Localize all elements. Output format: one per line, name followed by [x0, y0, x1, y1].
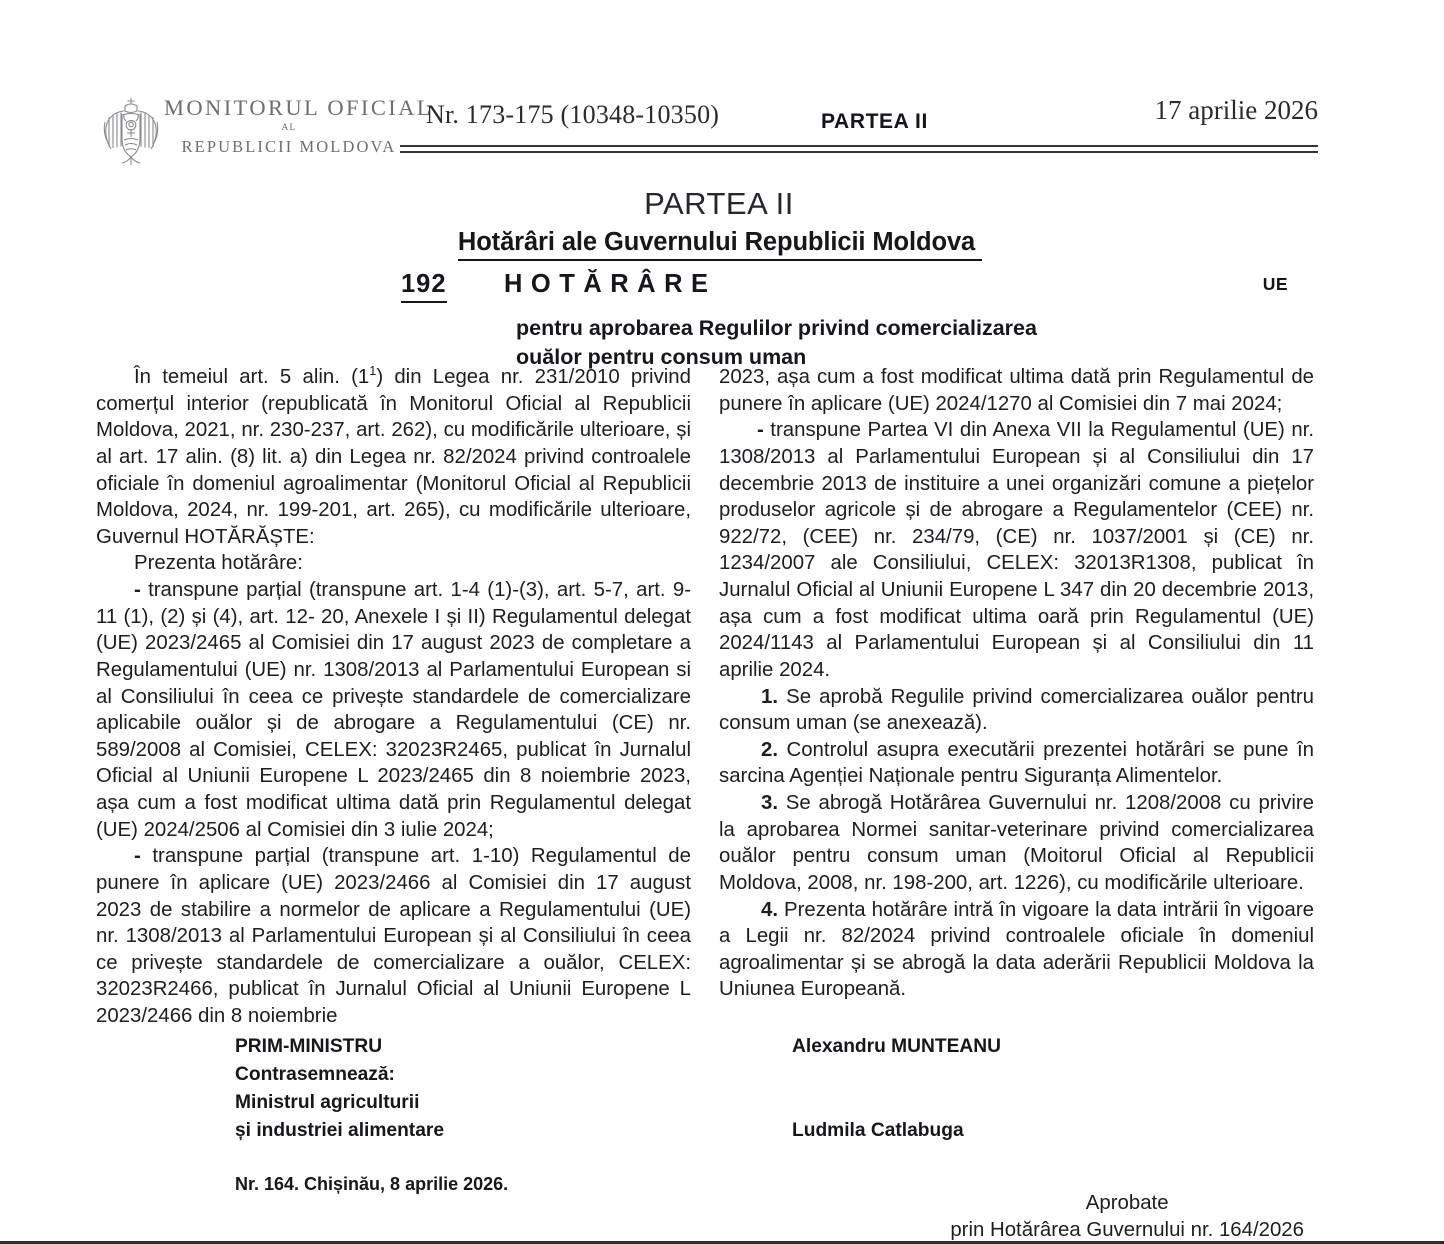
- minister-name: Ludmila Catlabuga: [792, 1120, 964, 1141]
- prime-minister-role: PRIM-MINISTRU: [235, 1036, 383, 1057]
- paragraph-transposition-2-text: transpune parțial (transpune art. 1-10) Regulamentul de punere în aplicare (UE) 2023/2466 al Comisiei din 17 august 2023 de stabilire a normelor de aplicare a Regulamentului (UE) nr. 1308/2013 al Parlamentului European și al Consiliului în ceea ce privește standardele de comercializare a ouălor, CELEX: 32023R2466, publicat în Jurnalul Oficial al Uniunii Europene L 2023/2466 din 8 noiembrie: [96, 845, 691, 1027]
- publication-name-line1: MONITORUL OFICIAL: [164, 95, 433, 120]
- paragraph-transposition-3-text: transpune Partea VI din Anexa VII la Regulamentul (UE) nr. 1308/2013 al Parlamentului European și al Consiliului din 17 decembrie 2013 de instituire a unei organizări comune a piețelor produselor agricole și de abrogare a Regulamentelor (CEE) nr. 922/72, (CEE) nr. 234/79, (CE) nr. 1037/2001 și (CE) nr. 1234/2007 ale Consiliului, CELEX: 32013R1308, publicat în Jurnalul Oficial al Uniunii Europene L 347 din 20 decembrie 2013, așa cum a fost modificat ultima oară prin Regulamentul (UE) 2024/1143 al Parlamentului European și al Consiliului din 11 aprilie 2024.: [719, 419, 1314, 681]
- numbered-item-3-text: Se abrogă Hotărârea Guvernului nr. 1208/2008 cu privire la aprobarea Normei sanitar-veterinare privind comercializarea ouălor pentru consum uman (Moitorul Oficial al Republicii Moldova, 2008, nr. 198-200, art. 1226), cu modificările ulterioare.: [719, 792, 1314, 894]
- paragraph-transposition-2: [96, 843, 691, 1029]
- act-type-heading: HOTĂRÂRE: [504, 270, 717, 299]
- numbered-item-1-number: 1.: [761, 685, 779, 708]
- publication-name-line2: REPUBLICII MOLDOVA: [181, 137, 397, 157]
- publication-date: 17 aprilie 2026: [1154, 95, 1318, 125]
- numbered-item-2: [719, 737, 1314, 790]
- bullet-dash: -: [134, 845, 141, 868]
- document-title-block: [96, 186, 1318, 371]
- issue-number: Nr. 173-175 (10348-10350): [426, 100, 720, 129]
- numbered-item-1: [719, 684, 1314, 737]
- numbered-item-4-number: 4.: [761, 898, 779, 921]
- approval-note: [950, 1190, 1304, 1244]
- part-heading: PARTEA II: [644, 186, 794, 221]
- numbered-item-1-text: Se aprobă Regulile privind comercializarea ouălor pentru consum uman (se anexează).: [719, 685, 1314, 735]
- numbered-item-4: [719, 897, 1314, 1004]
- publication-name-al: AL: [281, 123, 297, 134]
- numbered-item-3: [719, 790, 1314, 897]
- approval-note-line1: Aprobate: [1085, 1192, 1169, 1214]
- masthead-part-label: PARTEA II: [821, 110, 928, 133]
- paragraph-legal-basis-post: ) din Legea nr. 231/2010 privind comerțul interior (republicată în Monitorul Oficial al Republicii Moldova, 2021, nr. 230-237, art. 262), cu modificările ulterioare, și al art. 17 alin. (8) lit. a) din Legea nr. 82/2024 privind controalele oficiale în domeniul agroalimentar (Monitorul Oficial al Republicii Moldova, 2024, nr. 199-201, art. 265), cu modificările ulterioare, Guvernul HOTĂRĂȘTE:: [96, 366, 691, 548]
- act-number-row: [96, 270, 1318, 306]
- numbered-item-3-number: 3.: [761, 792, 779, 814]
- minister-role-line2: și industriei alimentare: [235, 1120, 445, 1141]
- body-column-left: [96, 364, 691, 1030]
- countersign-label: Contrasemnează:: [235, 1064, 395, 1085]
- act-subtitle-line1: pentru aprobarea Regulilor privind comercializarea: [516, 316, 1037, 341]
- paragraph-transposition-3: [719, 417, 1314, 683]
- signature-row-prime-minister: [235, 1036, 1325, 1064]
- act-number: 192: [401, 270, 447, 303]
- signature-row-countersign-label: [235, 1064, 1325, 1092]
- section-heading-row: [96, 227, 1318, 262]
- document-body: [96, 364, 1322, 1027]
- publication-name: [164, 95, 433, 157]
- paragraph-transposition-1: [96, 577, 691, 843]
- signature-row-minister: [235, 1120, 1325, 1148]
- signature-row-minister-role-1: [235, 1092, 1325, 1120]
- paragraph-transposition-2-cont: 2023, așa cum a fost modificat ultima dată prin Regulamentul de punere în aplicare (UE) 2024/1270 al Comisiei din 7 mai 2024;: [719, 366, 1314, 415]
- moldova-coat-of-arms-icon: [100, 95, 162, 167]
- page-masthead: [96, 92, 1318, 170]
- act-number-place-date: Nr. 164. Chișinău, 8 aprilie 2026.: [235, 1174, 509, 1194]
- numbered-item-2-number: 2.: [761, 738, 779, 761]
- superscript-marker: 1: [369, 364, 377, 379]
- numbered-item-4-text: Prezenta hotărâre intră în vigoare la data intrării în vigoare a Legii nr. 82/2024 privind controalele oficiale în domeniul agroalimentar și se abrogă la data aderării Republicii Moldova la Uniunea Europeană.: [719, 898, 1314, 1001]
- paragraph-transposition-1-text: transpune parțial (transpune art. 1-4 (1)-(3), art. 5-7, art. 9-11 (1), (2) și (4), art. 12- 20, Anexele I și II) Regulamentul delegat (UE) 2023/2465 al Comisiei din 17 august 2023 de completare a Regulamentului (UE) nr. 1308/2013 al Parlamentului European si al Consiliului în ceea ce privește standardele de comercializare aplicabile ouălor și de abrogare a Regulamentului (CE) nr. 589/2008 al Comisiei, CELEX: 32023R2465, publicat în Jurnalul Oficial al Uniunii Europene L 2023/2465 din 8 noiembrie 2023, așa cum a fost modificat ultima dată prin Regulamentul delegat (UE) 2024/2506 al Comisiei din 3 iulie 2024;: [96, 579, 691, 841]
- ue-badge: UE: [1262, 274, 1288, 295]
- numbered-item-2-text: Controlul asupra executării prezentei hotărâri se pune în sarcina Agenției Naționale pentru Siguranța Alimentelor.: [719, 738, 1314, 788]
- bullet-dash: -: [134, 579, 141, 601]
- act-subtitle-line2: ouălor pentru consum uman: [516, 344, 807, 369]
- signature-block: [235, 1036, 1325, 1195]
- prime-minister-name: Alexandru MUNTEANU: [792, 1036, 1001, 1057]
- section-heading: Hotărâri ale Guvernului Republicii Moldova: [458, 227, 982, 262]
- masthead-divider: [400, 145, 1318, 153]
- act-subtitle: [96, 314, 1318, 371]
- approval-note-line2: prin Hotărârea Guvernului nr. 164/2026: [950, 1218, 1304, 1241]
- paragraph-legal-basis-pre: În temeiul art. 5 alin. (1: [134, 366, 370, 388]
- body-column-right: [719, 364, 1314, 1003]
- paragraph-intro: Prezenta hotărâre:: [134, 552, 303, 575]
- bullet-dash: -: [757, 419, 764, 442]
- paragraph-legal-basis: [96, 364, 691, 550]
- minister-role-line1: Ministrul agriculturii: [235, 1092, 420, 1113]
